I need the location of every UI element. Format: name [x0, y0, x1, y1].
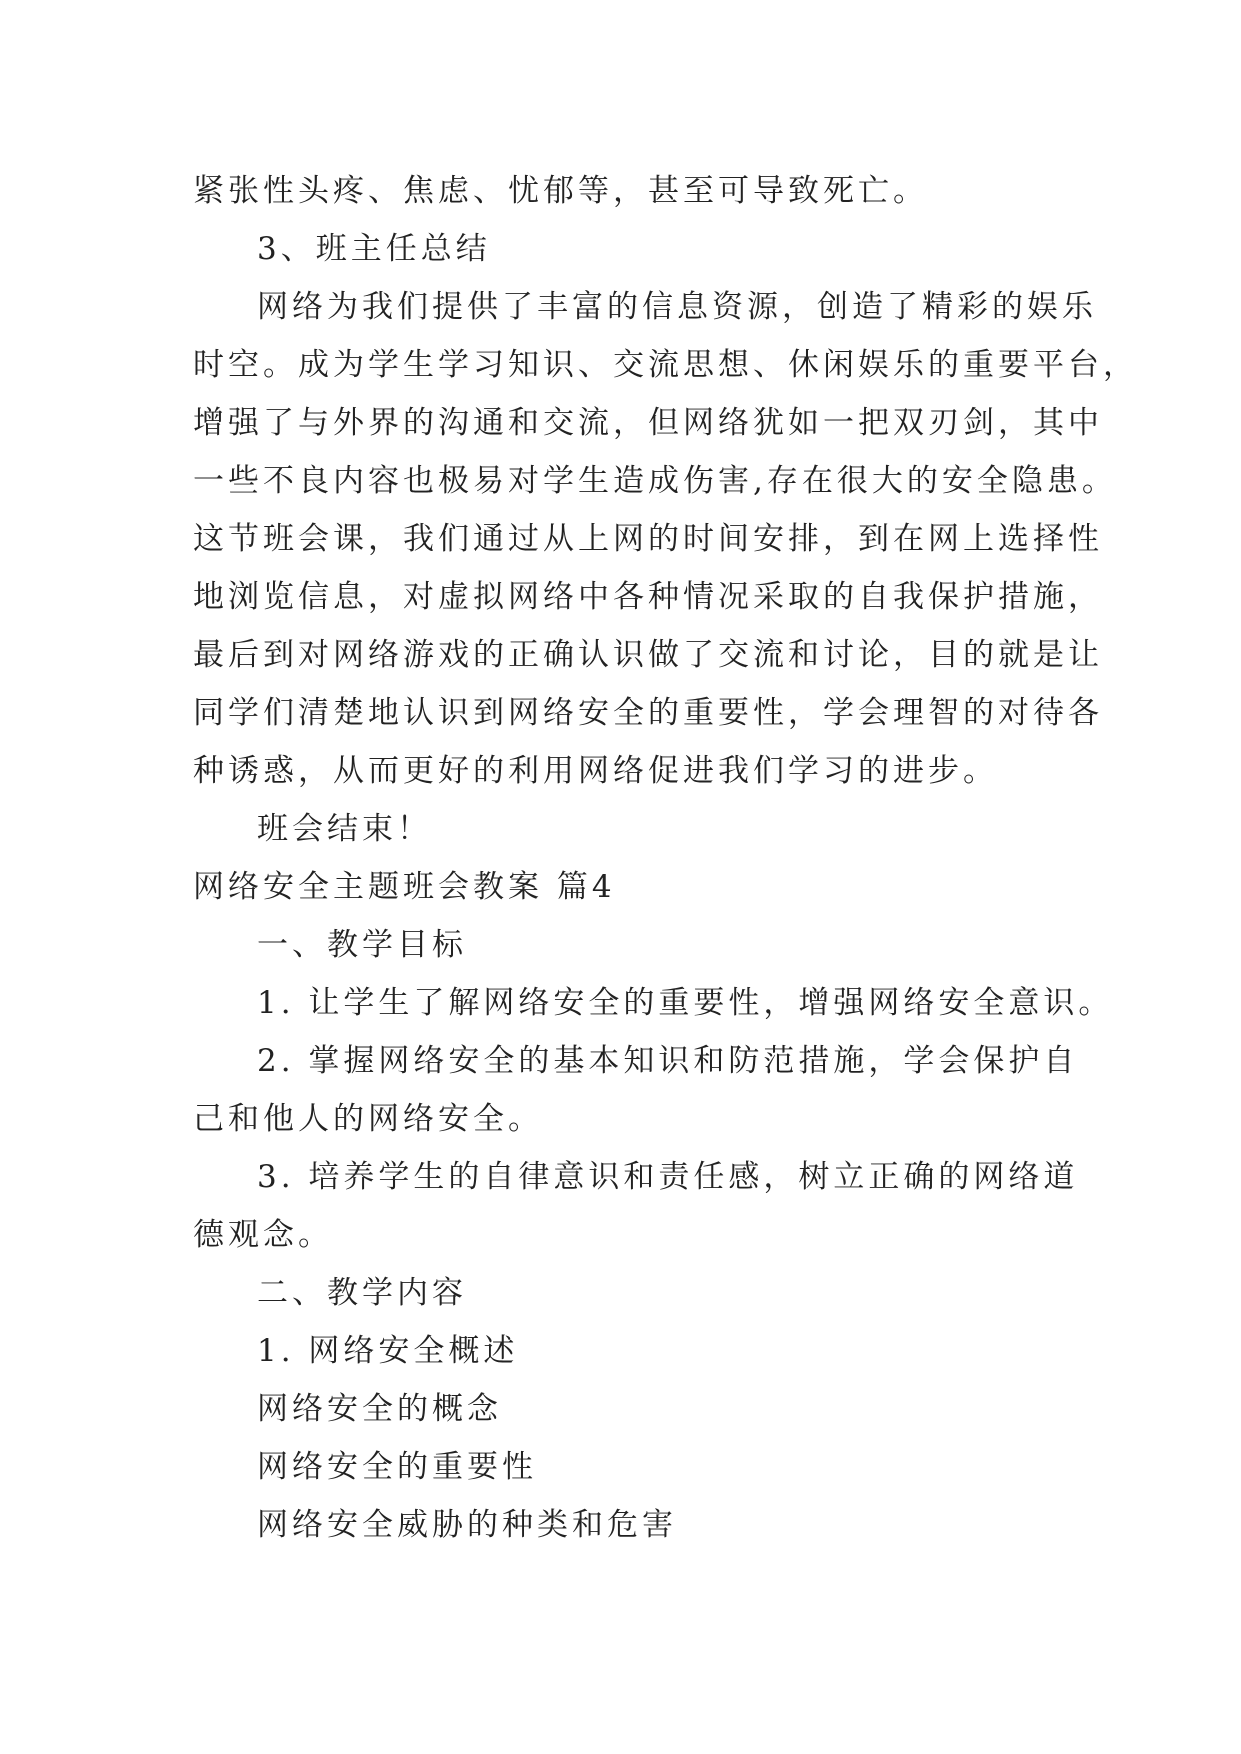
list-item: 网络安全的重要性 — [257, 1449, 537, 1485]
text-line: 班会结束！ — [257, 811, 432, 847]
text-line: 同学们清楚地认识到网络安全的重要性，学会理智的对待各 — [193, 695, 1103, 731]
text-line: 德观念。 — [193, 1217, 333, 1253]
text-line: 地浏览信息，对虚拟网络中各种情况采取的自我保护措施， — [193, 579, 1103, 615]
section-heading: 二、教学内容 — [257, 1275, 467, 1311]
text-line: 紧张性头疼、焦虑、忧郁等，甚至可导致死亡。 — [193, 173, 928, 209]
text-line: 网络为我们提供了丰富的信息资源，创造了精彩的娱乐 — [257, 289, 1097, 325]
text-line: 时空。成为学生学习知识、交流思想、休闲娱乐的重要平台， — [193, 347, 1138, 383]
document-title: 网络安全主题班会教案 篇4 — [193, 869, 616, 905]
text-line: 种诱惑，从而更好的利用网络促进我们学习的进步。 — [193, 753, 998, 789]
text-line: 己和他人的网络安全。 — [193, 1101, 543, 1137]
list-item: 网络安全的概念 — [257, 1391, 502, 1427]
list-item: 1. 网络安全概述 — [257, 1333, 519, 1369]
text-line: 这节班会课，我们通过从上网的时间安排，到在网上选择性 — [193, 521, 1103, 557]
list-item: 2. 掌握网络安全的基本知识和防范措施，学会保护自 — [257, 1043, 1079, 1079]
text-line: 一些不良内容也极易对学生造成伤害,存在很大的安全隐患。 — [193, 463, 1117, 499]
section-heading: 一、教学目标 — [257, 927, 467, 963]
text-line: 增强了与外界的沟通和交流，但网络犹如一把双刃剑，其中 — [193, 405, 1103, 441]
section-heading: 3、班主任总结 — [257, 231, 491, 267]
list-item: 网络安全威胁的种类和危害 — [257, 1507, 677, 1543]
list-item: 3. 培养学生的自律意识和责任感，树立正确的网络道 — [257, 1159, 1079, 1195]
document-body — [193, 162, 1138, 1554]
list-item: 1. 让学生了解网络安全的重要性，增强网络安全意识。 — [257, 985, 1114, 1021]
text-line: 最后到对网络游戏的正确认识做了交流和讨论，目的就是让 — [193, 637, 1103, 673]
